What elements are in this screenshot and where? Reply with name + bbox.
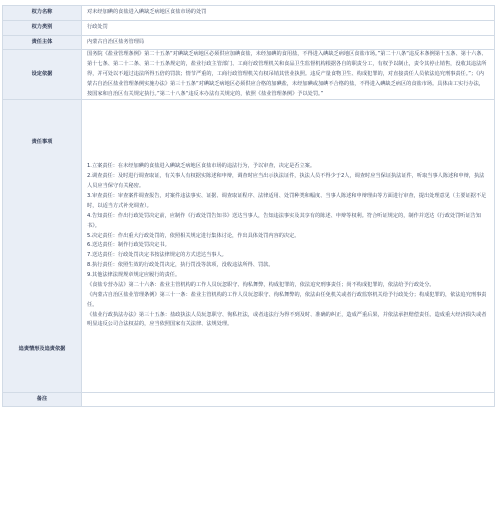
basis-label: 设定依据 <box>3 50 82 100</box>
notes-value <box>82 393 495 407</box>
duties-value <box>82 100 495 393</box>
accountability-item: 《内蒙古自治区盐业管理条例》第三十一条：盐业主管机构的工作人员玩忽职守、徇私舞弊的，依法由任免机关或者行政监察机关给予行政处分；构成犯罪的，依法追究刑事责任。 <box>87 291 487 308</box>
duties-label <box>3 100 82 393</box>
power-type-value: 行政处罚 <box>82 21 495 36</box>
duty-item: 3.审查责任：审查案件调查报告，对案件违法事实、证据、调查取证程序、法律适用、处罚种类和幅度、当事人陈述和申辩理由等方面进行审查，提出处理意见（主要证据不足时，以适当方式补充调查）。 <box>87 193 487 209</box>
power-type-row <box>3 21 495 36</box>
subject-value: 内蒙古自治区盐务管理局 <box>82 36 495 50</box>
duty-item: 4.告知责任：作出行政处罚决定前，应制作《行政处罚告知书》送达当事人，告知违法事实及其享有的陈述、申辩等权利。符合听证规定的，制作并送达《行政处罚听证告知书》。 <box>87 212 482 229</box>
subject-row <box>3 36 495 50</box>
power-name-value: 对未经加碘的食盐进入碘缺乏病地区食盐市场的处罚 <box>82 6 495 21</box>
accountability-label: 追责情形及追责依据 <box>18 346 66 353</box>
notes-label: 备注 <box>3 393 82 407</box>
duty-item: 7.送达责任：行政处罚决定书按法律规定的方式送达当事人。 <box>87 252 227 259</box>
power-list-table <box>2 5 495 407</box>
power-type-label: 权力类别 <box>3 21 82 36</box>
power-name-label: 权力名称 <box>3 6 82 21</box>
duties-row <box>3 100 495 393</box>
duty-item: 6.送达责任：制作行政处罚决定书。 <box>87 242 170 249</box>
basis-paragraph: 国务院《盐业管理条例》第二十五条“对碘缺乏病地区必须供应加碘食盐，未经加碘的食用盐，不得进入碘缺乏病地区食盐市场。”第二十八条“违反本条例第十五条、第十六条、第十七条、第二十二条、第二十五条规定的，盐业行政主管部门、工商行政管理机关和食品卫生监督机构根据各自的职责分工，有权予以制止，责令其停止销售，没收其违法所得，并可处以不超过违法所得五倍的罚款；情节严重的，工商行政管理机关有权吊销其营业执照。违反产量食物卫生、构成犯罪的，对直接责任人员依法追究刑事责任。”；《内蒙古自治区盐业管理条例实施办法》第三十五条“对碘缺乏病地区必须供应合格的加碘盐，未经加碘或加碘不合格的盐，不得进入碘缺乏病区的食盐市场。具体由工实行办法，按国家和自治区有关规定执行。”第二十八条“违反本办法有关规定的，依照《盐业管理条例》予以处罚。” <box>87 51 487 97</box>
duties-label-text: 责任事项 <box>31 138 53 145</box>
accountability-item: 《食盐专营办法》第二十六条：盐业主管机构的工作人员玩忽职守、徇私舞弊，构成犯罪的，依法追究刑事责任；尚不构成犯罪的，依法给予行政处分。 <box>87 281 435 288</box>
basis-row <box>3 50 495 100</box>
basis-value <box>82 50 495 100</box>
power-name-row <box>3 6 495 21</box>
duty-item: 2.调查责任：及时进行调查取证，有关事人有权据实陈述和申辩，调查时应当出示执法证件，执法人员不得少于2人，调查时应当保证执法证件，听取当事人陈述和申辩，执法人员应当保守有关秘密。 <box>87 173 485 190</box>
duty-item: 8.执行责任：依照生效的行政处罚决定，执行罚没等款项，没收违法所得、罚款。 <box>87 262 274 269</box>
duty-item: 9.其他法律法规规章规定应履行的责任。 <box>87 272 181 279</box>
subject-label: 责任主体 <box>3 36 82 50</box>
duty-item: 1.立案责任：在未经加碘的食盐进入碘缺乏病地区食盐市场的违法行为，予以审查，决定是否立案。 <box>87 163 316 170</box>
notes-row <box>3 393 495 407</box>
accountability-item: 《盐业行政执法办法》第三十五条：盐政执法人员玩忽职守、徇私枉法，或者违法行为得不到及时、准确的纠正，造成严重后果，并依法承担赔偿责任。造成重大经济损失或者明显违反公司合法权益的，应当依照国家有关法律、法规处理。 <box>87 311 487 328</box>
duty-item: 5.决定责任：作出重大行政处罚的，依照相关规定进行集体讨论，作出具体处罚内容的决定。 <box>87 232 300 239</box>
